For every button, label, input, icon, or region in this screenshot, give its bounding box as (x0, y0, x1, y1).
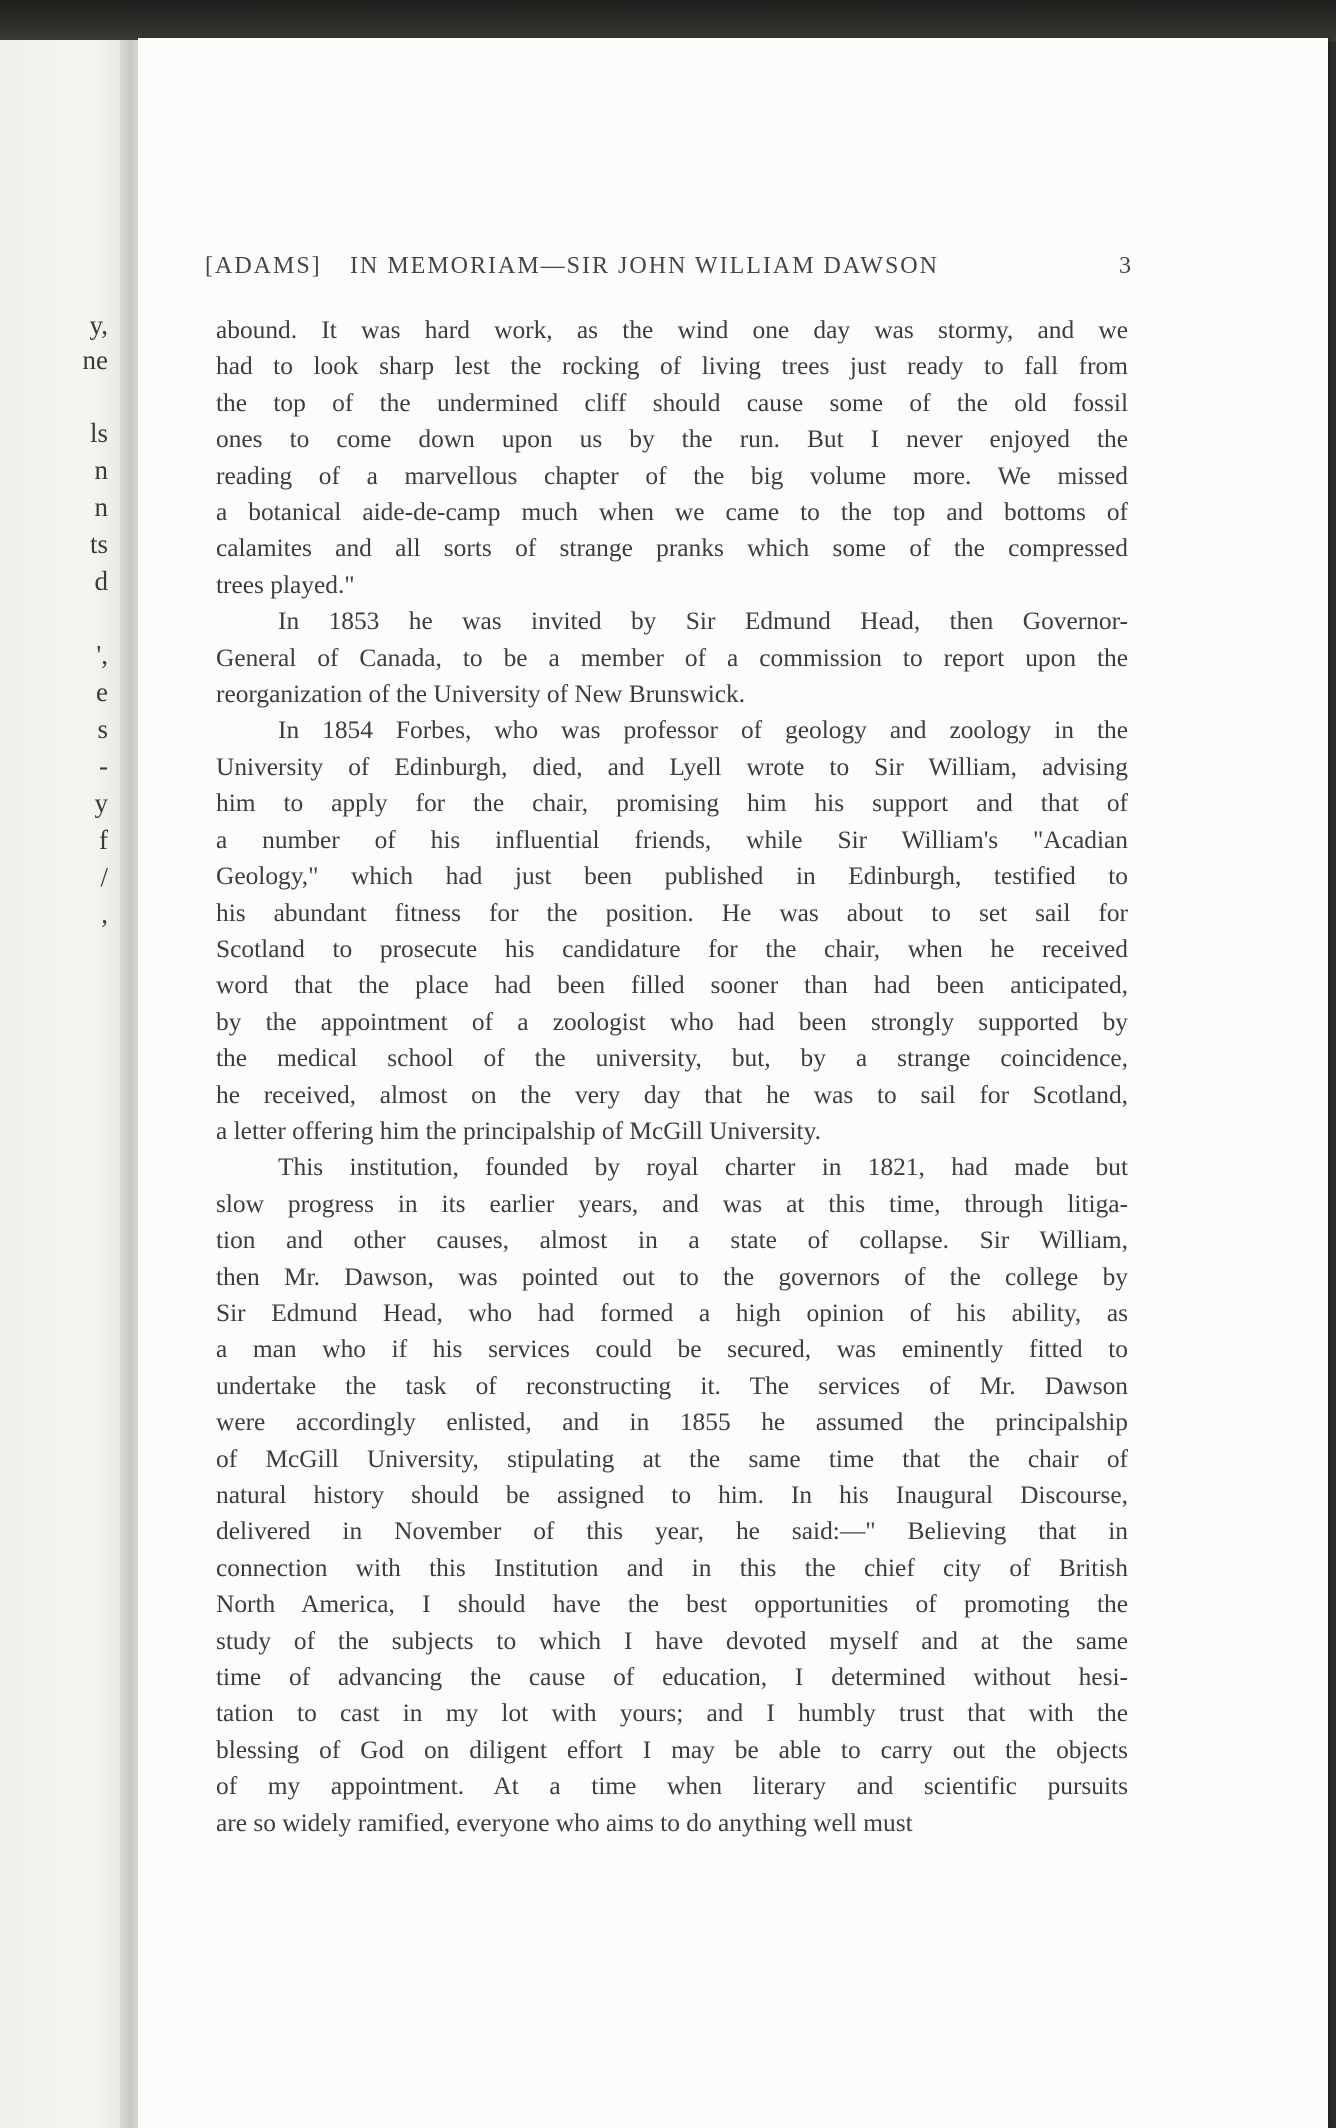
facing-page-fragment: s (97, 714, 108, 744)
text-line: In 1854 Forbes, who was professor of geology and zoology in the (278, 716, 1128, 745)
text-line: Sir Edmund Head, who had formed a high opinion of his ability, as (216, 1298, 1128, 1327)
text-line: word that the place had been filled sooner than had been anticipated, (216, 971, 1128, 1000)
text-line: had to look sharp lest the rocking of living trees just ready to fall from (216, 352, 1128, 381)
text-line: connection with this Institution and in this the chief city of British (216, 1553, 1128, 1582)
text-line: North America, I should have the best opportunities of promoting the (216, 1590, 1128, 1619)
text-line: reorganization of the University of New Brunswick. (216, 680, 746, 709)
text-line: slow progress in its earlier years, and was at this time, through litiga- (216, 1189, 1128, 1218)
facing-page-fragment: d (94, 566, 108, 596)
paragraph (216, 1149, 1128, 1841)
text-line: a botanical aide-de-camp much when we came to the top and bottoms of (216, 498, 1128, 527)
text-line: General of Canada, to be a member of a commission to report upon the (216, 643, 1128, 672)
text-line: blessing of God on diligent effort I may be able to carry out the objects (216, 1735, 1128, 1764)
text-line: University of Edinburgh, died, and Lyell wrote to Sir William, advising (216, 752, 1128, 781)
facing-page-fragment: ts (89, 529, 108, 559)
facing-page-fragment: ls (89, 418, 108, 448)
text-line: he received, almost on the very day that he was to sail for Scotland, (216, 1080, 1128, 1109)
text-line: trees played." (216, 570, 355, 599)
text-line: reading of a marvellous chapter of the big volume more. We missed (216, 461, 1128, 490)
facing-page-fragment: n (94, 492, 108, 522)
text-line: were accordingly enlisted, and in 1855 he assumed the principalship (216, 1408, 1128, 1437)
text-line: him to apply for the chair, promising him his support and that of (216, 789, 1128, 818)
paragraph (216, 603, 1128, 712)
facing-page-fragment: ', (96, 640, 108, 670)
text-line: the top of the undermined cliff should cause some of the old fossil (216, 388, 1128, 417)
text-line: In 1853 he was invited by Sir Edmund Head, then Governor- (278, 607, 1128, 636)
paragraph (216, 312, 1128, 603)
text-line: ones to come down upon us by the run. But I never enjoyed the (216, 425, 1128, 454)
text-line: study of the subjects to which I have devoted myself and at the same (216, 1626, 1128, 1655)
facing-page-fragment: - (99, 751, 108, 781)
header-title: IN MEMORIAM—SIR JOHN WILLIAM DAWSON (350, 253, 939, 279)
text-line: a number of his influential friends, while Sir William's "Acadian (216, 825, 1128, 854)
text-line: This institution, founded by royal charter in 1821, had made but (278, 1153, 1128, 1182)
text-line: his abundant fitness for the position. He was about to set sail for (216, 898, 1128, 927)
text-line: undertake the task of reconstructing it. The services of Mr. Dawson (216, 1371, 1128, 1400)
facing-page-fragment: y (94, 788, 108, 818)
running-header (205, 253, 1133, 289)
header-author-tag: [ADAMS] (205, 253, 322, 279)
facing-page-fragment: y, (89, 310, 108, 340)
text-line: tation to cast in my lot with yours; and I humbly trust that with the (216, 1699, 1128, 1728)
text-line: time of advancing the cause of education, I determined without hesi- (216, 1663, 1128, 1692)
scan-top-edge (0, 0, 1336, 42)
text-line: of McGill University, stipulating at the same time that the chair of (216, 1444, 1128, 1473)
text-line: a man who if his services could be secured, was eminently fitted to (216, 1335, 1128, 1364)
text-line: delivered in November of this year, he said:—" Believing that in (216, 1517, 1128, 1546)
body-text (216, 312, 1128, 1841)
text-line: natural history should be assigned to him. In his Inaugural Discourse, (216, 1481, 1128, 1509)
facing-page-fragment: n (94, 455, 108, 485)
paragraph (216, 712, 1128, 1149)
text-line: by the appointment of a zoologist who had been strongly supported by (216, 1007, 1128, 1036)
text-line: of my appointment. At a time when literary and scientific pursuits (216, 1772, 1128, 1801)
text-line: tion and other causes, almost in a state of collapse. Sir William, (216, 1226, 1128, 1255)
facing-page-fragment: / (100, 862, 108, 892)
facing-page-fragment: e (96, 677, 108, 707)
text-line: are so widely ramified, everyone who aims to do anything well must (216, 1808, 913, 1837)
text-line: the medical school of the university, but, by a strange coincidence, (216, 1044, 1128, 1073)
text-line: Scotland to prosecute his candidature for the chair, when he received (216, 934, 1128, 963)
facing-page-fragment: f (99, 825, 108, 855)
text-line: a letter offering him the principalship of McGill University. (216, 1116, 821, 1145)
page-number: 3 (1119, 253, 1133, 279)
text-line: abound. It was hard work, as the wind one day was stormy, and we (216, 316, 1128, 344)
facing-page-edge (0, 40, 128, 2128)
text-line: then Mr. Dawson, was pointed out to the governors of the college by (216, 1262, 1128, 1291)
facing-page-fragment: , (101, 899, 108, 929)
facing-page-fragment: ne (82, 345, 108, 375)
text-line: Geology," which had just been published in Edinburgh, testified to (216, 862, 1128, 891)
text-line: calamites and all sorts of strange pranks which some of the compressed (216, 534, 1128, 563)
